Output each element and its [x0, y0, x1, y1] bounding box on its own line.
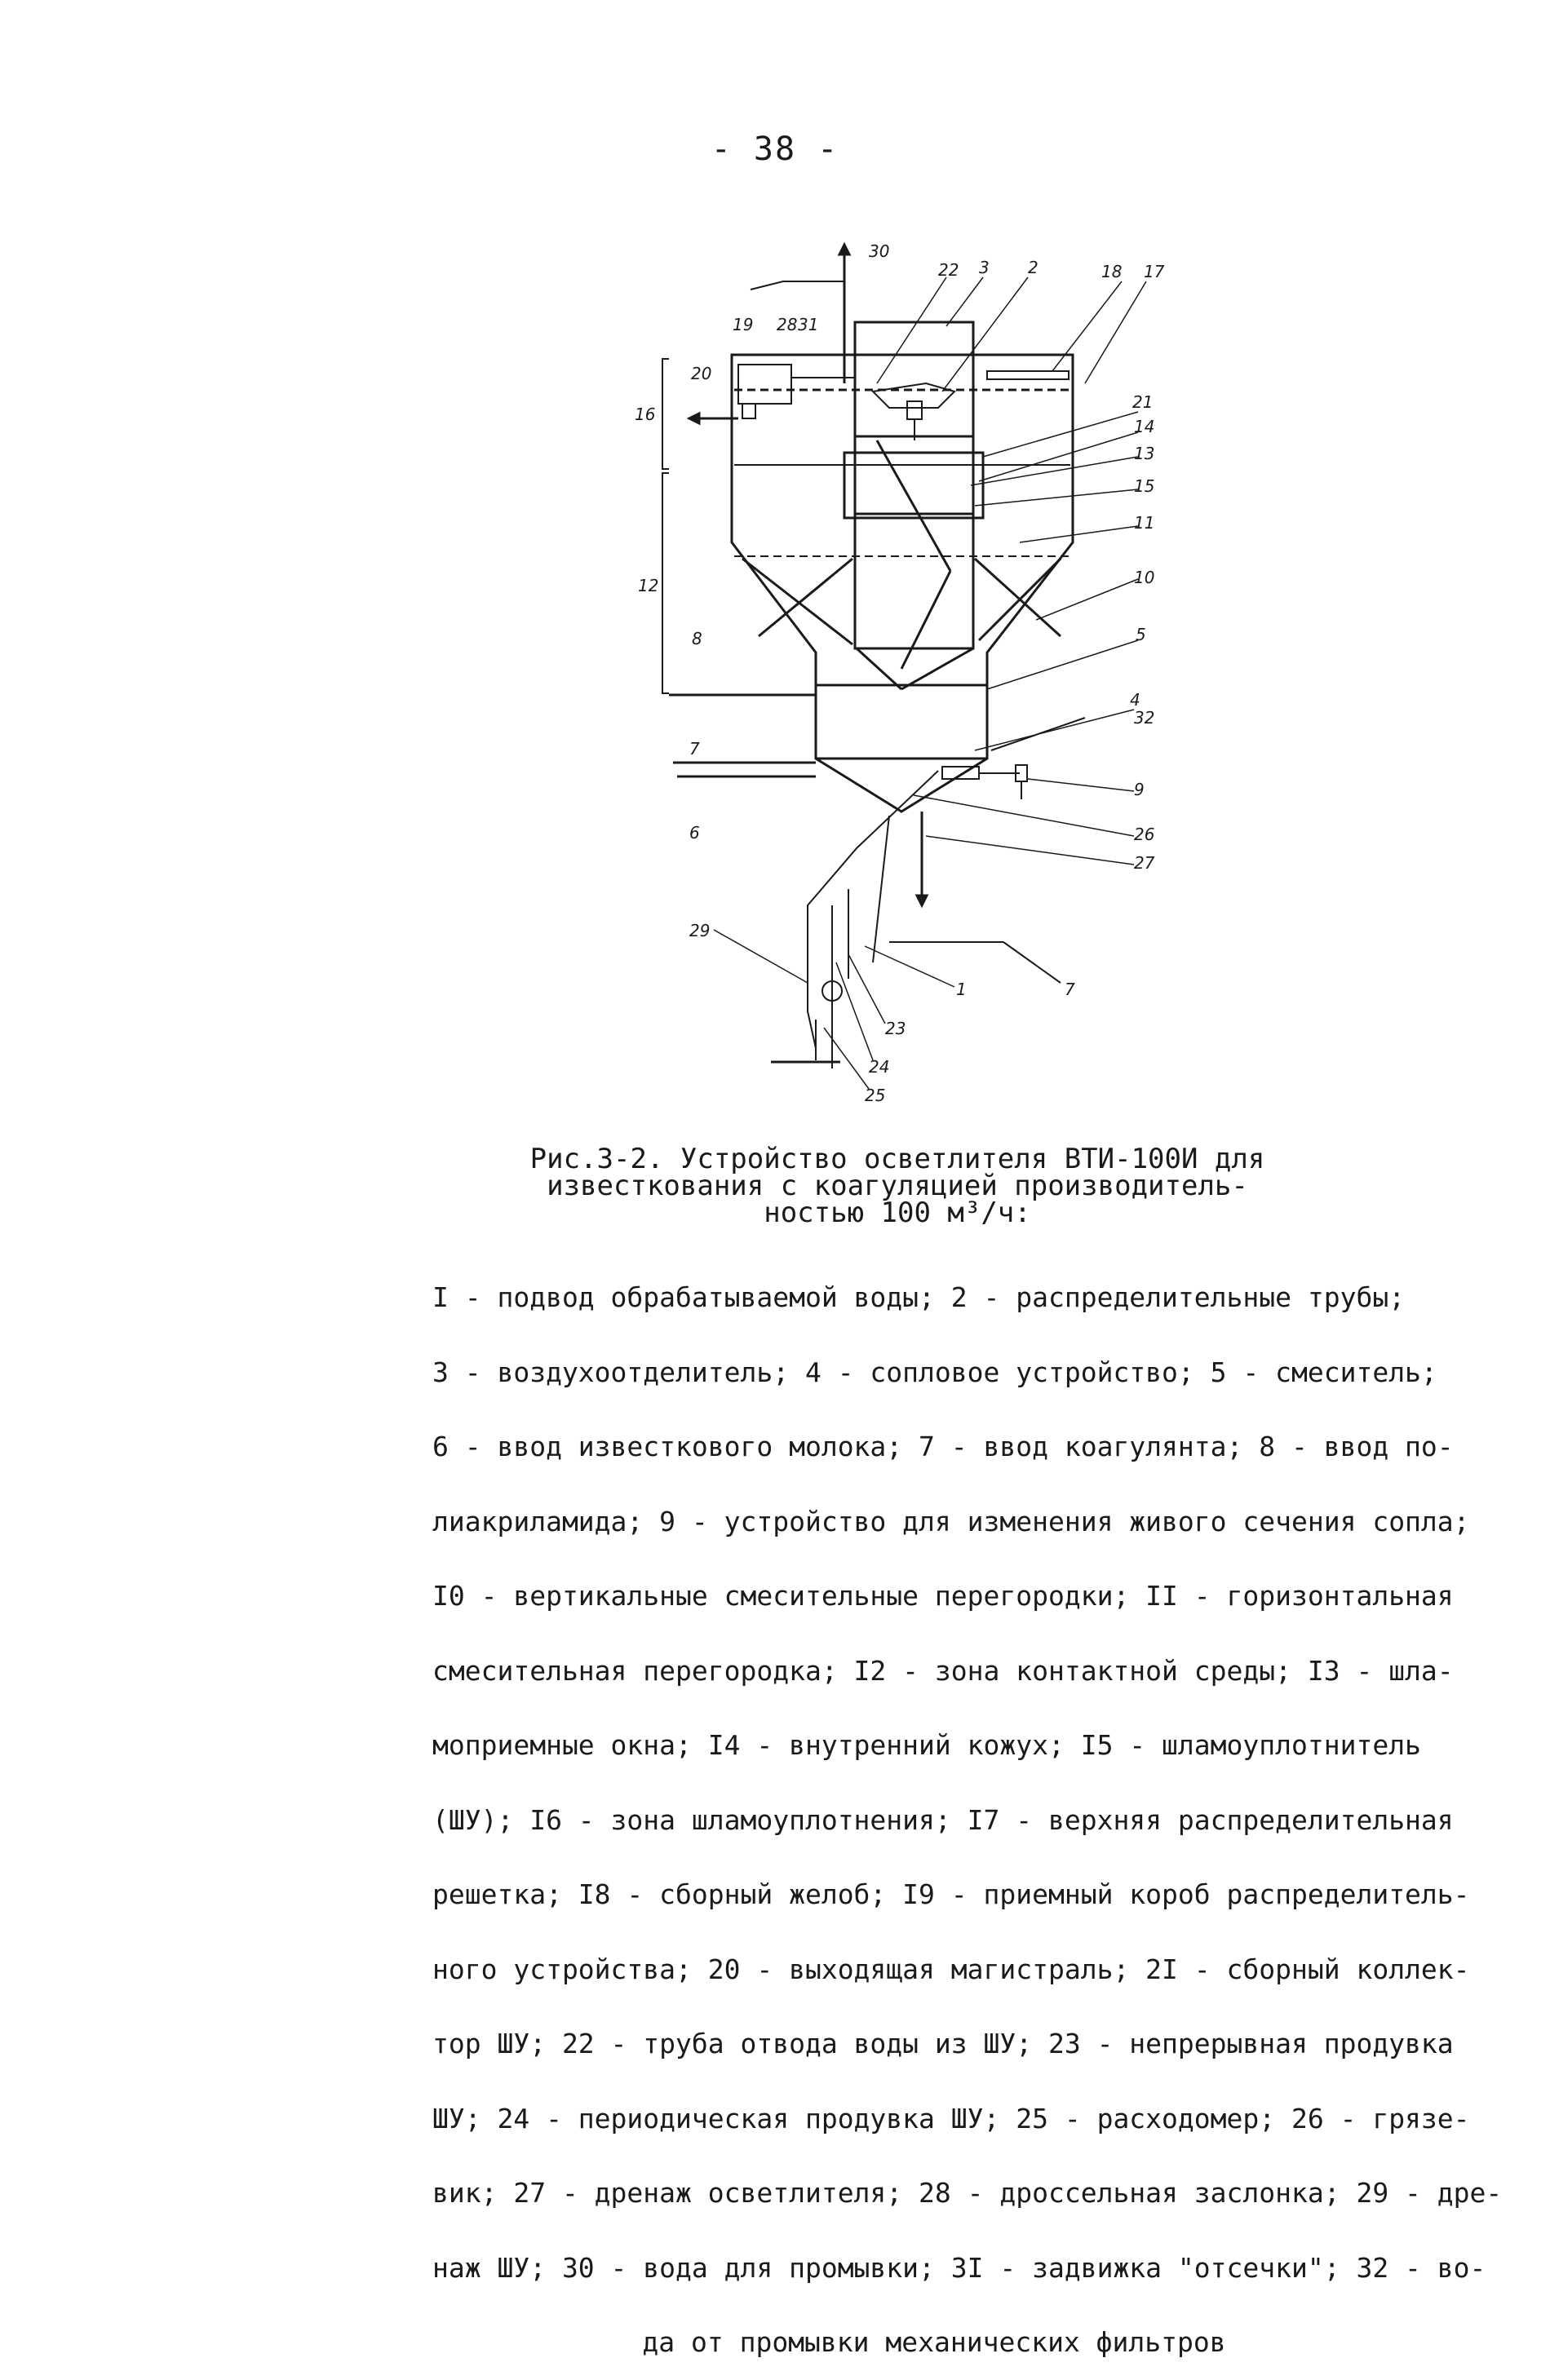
callout-15: 15 — [1134, 476, 1155, 496]
callout-30: 30 — [869, 241, 890, 261]
callout-4: 4 — [1130, 690, 1140, 710]
legend-line: смесительная перегородка; I2 - зона контактной среды; I3 - шла- — [432, 1654, 1454, 1687]
callout-11: 11 — [1134, 513, 1155, 533]
callout-14: 14 — [1134, 417, 1155, 436]
callout-24: 24 — [869, 1057, 890, 1077]
callout-28: 28 — [777, 315, 798, 334]
legend-line: (ШУ); I6 - зона шламоуплотнения; I7 - верхняя распределительная — [432, 1803, 1454, 1836]
legend-line: наж ШУ; 30 - вода для промывки; 3I - задвижка "отсечки"; 32 - во- — [432, 2251, 1486, 2284]
callout-7: 7 — [689, 739, 700, 759]
legend-line: тор ШУ; 22 - труба отвода воды из ШУ; 23 - непрерывная продувка — [432, 2028, 1454, 2059]
callout-12: 12 — [638, 576, 659, 595]
receiving-box — [738, 365, 791, 404]
callout-7-second: 7 — [1065, 980, 1075, 999]
legend-line: да от промывки механических фильтров — [642, 2326, 1226, 2358]
callout-1: 1 — [956, 980, 967, 999]
callout-3: 3 — [979, 258, 990, 277]
legend-line: 6 - ввод известкового молока; 7 - ввод коагулянта; 8 - ввод по- — [432, 1431, 1454, 1462]
callout-16: 16 — [635, 405, 656, 424]
callout-23: 23 — [885, 1019, 906, 1038]
callout-26: 26 — [1134, 825, 1155, 844]
legend-line: ного устройства; 20 - выходящая магистраль; 2I - сборный коллек- — [432, 1953, 1470, 1985]
legend-line: лиакриламида; 9 - устройство для изменения живого сечения сопла; — [432, 1505, 1470, 1537]
callout-29: 29 — [689, 921, 711, 940]
callout-18: 18 — [1101, 262, 1123, 281]
legend-line: 3 - воздухоотделитель; 4 - сопловое устройство; 5 - смеситель; — [432, 1356, 1437, 1388]
callout-10: 10 — [1134, 568, 1155, 587]
central-column — [855, 322, 973, 648]
legend-line: I0 - вертикальные смесительные перегородки; II - горизонтальная — [432, 1580, 1454, 1612]
clarifier-diagram — [0, 0, 1550, 1142]
callout-25: 25 — [865, 1086, 886, 1105]
legend-line: I - подвод обрабатываемой воды; 2 - распределительные трубы; — [432, 1281, 1406, 1313]
callout-19: 19 — [733, 315, 754, 334]
callout-17: 17 — [1144, 262, 1165, 281]
legend-line: ШУ; 24 - периодическая продувка ШУ; 25 - расходомер; 26 - грязе- — [432, 2102, 1470, 2134]
callout-22: 22 — [938, 260, 959, 280]
callout-20: 20 — [691, 364, 712, 383]
callout-21: 21 — [1132, 392, 1154, 412]
callout-6: 6 — [689, 823, 700, 843]
callout-31: 31 — [798, 315, 819, 334]
legend-line: решетка; I8 - сборный желоб; I9 - приемный короб распределитель- — [432, 1878, 1470, 1910]
figure-caption-title: Рис.3-2. Устройство осветлителя ВТИ-100И для известкования с коагуляцией производитель- ностью 100 м³/ч: — [529, 1143, 1265, 1229]
callout-13: 13 — [1134, 444, 1155, 463]
page-number: - 38 - — [711, 131, 839, 168]
tank-cone — [816, 685, 987, 812]
callout-8: 8 — [692, 629, 702, 648]
figure-legend — [432, 1236, 1503, 2380]
callout-32: 32 — [1134, 708, 1155, 728]
legend-line: моприемные окна; I4 - внутренний кожух; I5 - шламоуплотнитель — [432, 1729, 1421, 1761]
callout-27: 27 — [1134, 853, 1155, 873]
callout-2: 2 — [1028, 258, 1038, 277]
legend-line: вик; 27 - дренаж осветлителя; 28 - дроссельная заслонка; 29 - дре- — [432, 2177, 1503, 2209]
callout-5: 5 — [1136, 625, 1146, 644]
callout-9: 9 — [1134, 780, 1145, 799]
